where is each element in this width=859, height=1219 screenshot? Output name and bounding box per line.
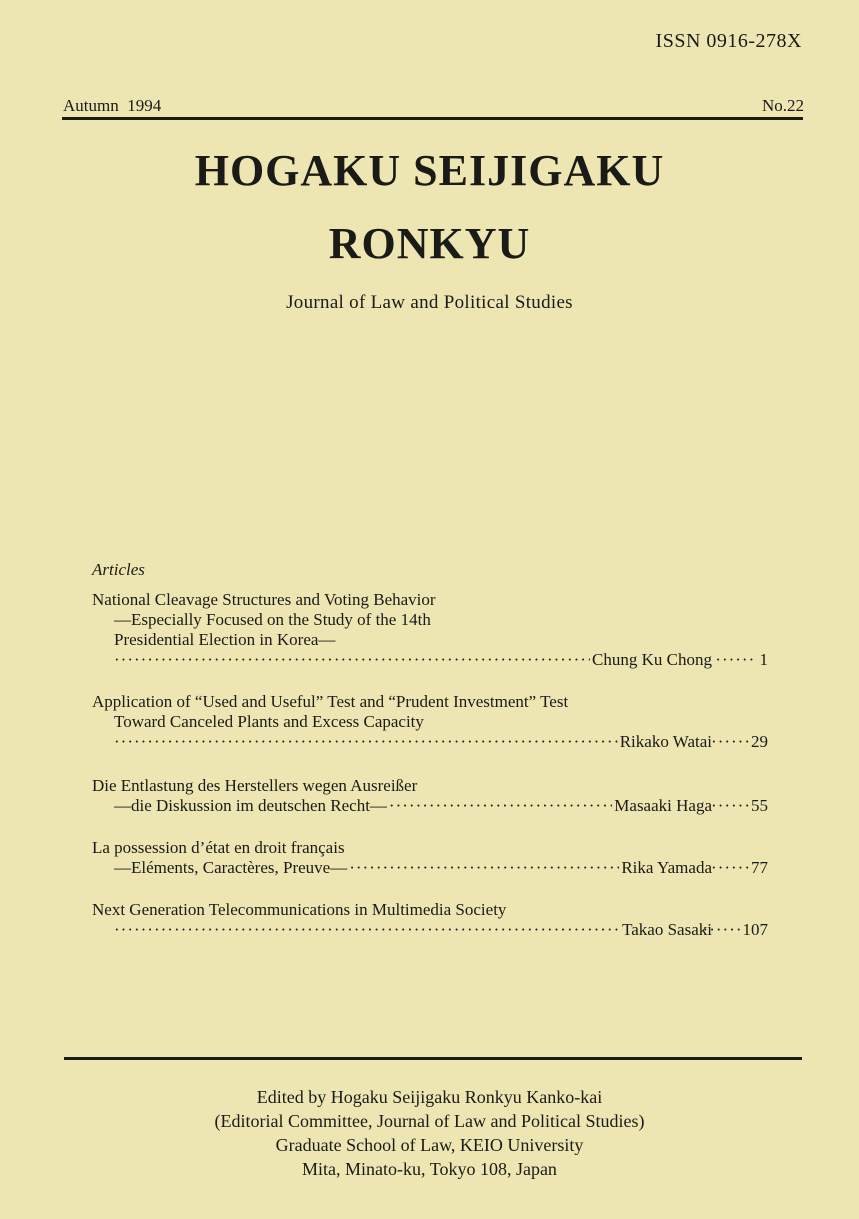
leader-dots xyxy=(114,650,590,670)
page-ref xyxy=(716,920,768,940)
article-author: Rikako Watai xyxy=(619,732,712,751)
journal-title-line1: HOGAKU SEIJIGAKU xyxy=(194,146,665,195)
article-title-line: Toward Canceled Plants and Excess Capacity xyxy=(114,712,424,731)
article-title-line: Application of “Used and Useful” Test and “Prudent Investment” Test xyxy=(92,692,569,711)
article-subtitle: —die Diskussion im deutschen Recht— xyxy=(114,796,387,815)
article-entry xyxy=(92,776,768,816)
article-title-line: La possession d’état en droit français xyxy=(92,838,345,857)
page-ref xyxy=(716,858,768,878)
footer-institution: Graduate School of Law, KEIO University xyxy=(275,1135,584,1155)
article-author-line xyxy=(92,920,768,940)
article-author: Takao Sasaki xyxy=(622,920,712,939)
footer-editor: Edited by Hogaku Seijigaku Ronkyu Kanko-kai xyxy=(256,1087,603,1107)
page-number: 55 xyxy=(751,796,768,815)
article-title-line: Die Entlastung des Herstellers wegen Ausreißer xyxy=(92,776,418,795)
leader-dots xyxy=(114,732,618,752)
footer-address: Mita, Minato-ku, Tokyo 108, Japan xyxy=(302,1159,557,1179)
top-rule xyxy=(62,117,803,120)
article-title-line: National Cleavage Structures and Voting Behavior xyxy=(92,590,436,609)
leader-dots xyxy=(114,920,620,940)
section-heading-articles: Articles xyxy=(92,560,145,579)
leader-dots xyxy=(389,796,612,816)
article-subtitle: —Eléments, Caractères, Preuve— xyxy=(114,858,348,877)
footer-committee: (Editorial Committee, Journal of Law and Political Studies) xyxy=(214,1111,645,1131)
page-number: 29 xyxy=(751,732,768,751)
journal-title-line2: RONKYU xyxy=(328,219,531,268)
article-entry xyxy=(92,590,768,670)
page-number: 1 xyxy=(759,650,768,669)
article-author-line xyxy=(92,858,768,878)
article-author: Rika Yamada xyxy=(621,858,712,877)
article-author-line xyxy=(92,650,768,670)
page-ref xyxy=(716,650,768,670)
article-author-line xyxy=(92,732,768,752)
issue-season: Autumn 1994 xyxy=(63,96,162,115)
article-title-line: —Especially Focused on the Study of the 14th xyxy=(114,610,431,629)
page-ref xyxy=(716,732,768,752)
article-author-line xyxy=(92,796,768,816)
journal-subtitle: Journal of Law and Political Studies xyxy=(286,292,573,313)
issn-number: ISSN 0916-278X xyxy=(655,30,802,52)
issue-number: No.22 xyxy=(761,96,804,115)
article-title-line: Next Generation Telecommunications in Multimedia Society xyxy=(92,900,507,919)
page-number: 107 xyxy=(742,920,768,939)
bottom-rule xyxy=(64,1057,802,1060)
article-entry xyxy=(92,900,768,940)
page-ref xyxy=(716,796,768,816)
article-entry xyxy=(92,692,768,752)
leader-dots xyxy=(349,858,619,878)
article-author: Masaaki Haga xyxy=(614,796,712,815)
article-entry xyxy=(92,838,768,878)
page-number: 77 xyxy=(751,858,768,877)
article-author: Chung Ku Chong xyxy=(592,650,712,669)
article-title-line: Presidential Election in Korea— xyxy=(114,630,336,649)
